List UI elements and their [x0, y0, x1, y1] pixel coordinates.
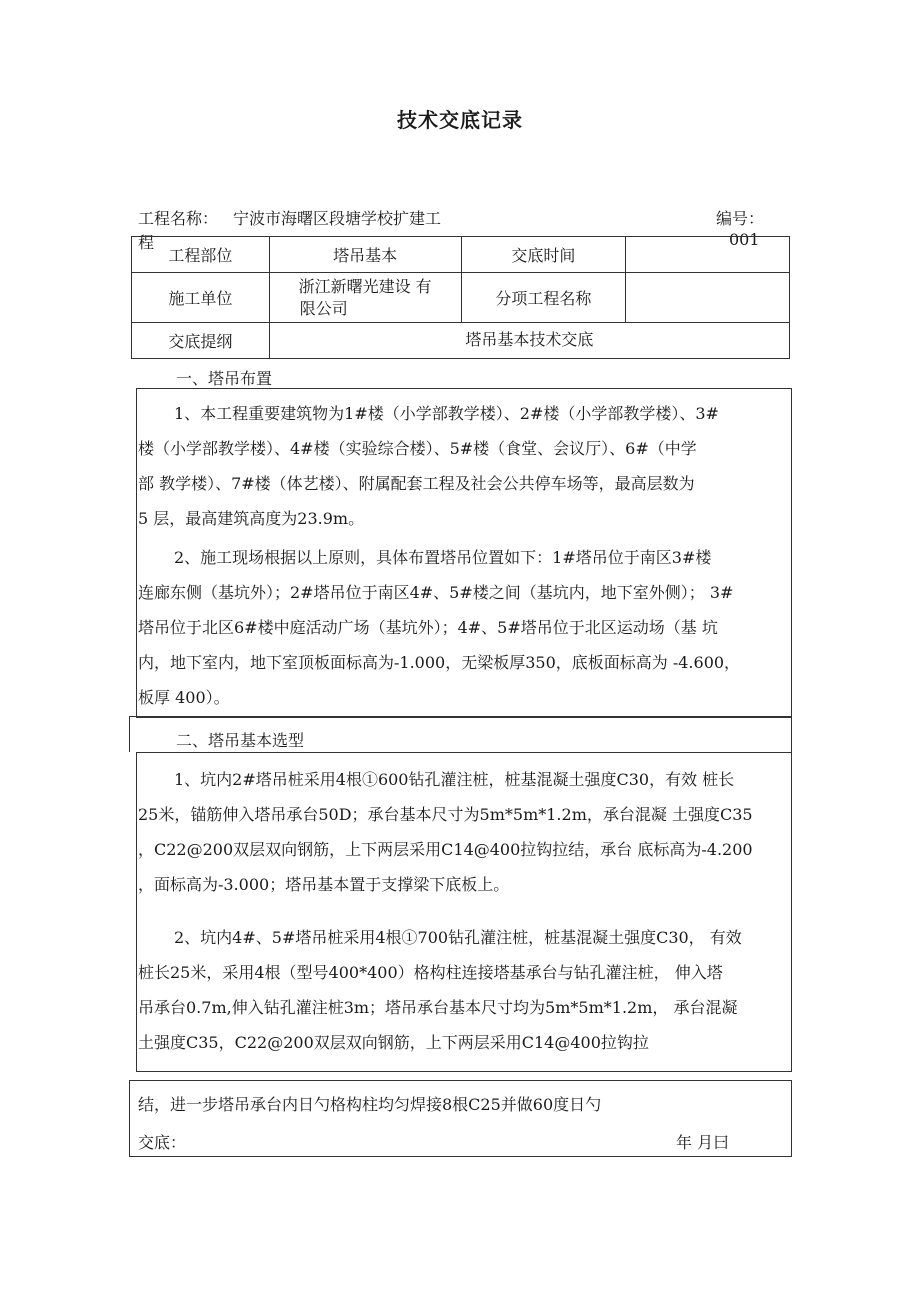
- section1-paragraph-2: [138, 540, 790, 715]
- page-title: 技术交底记录: [397, 108, 523, 132]
- outline-value-text: 塔吊基本技术交底: [465, 330, 594, 349]
- text-line: 内，地下室内，地下室顶板面标高为-1.000，无梁板厚350，底板面标高为 -4.600，: [138, 653, 741, 672]
- unit-label: 施工单位: [132, 273, 270, 323]
- text-line: 板厚 400）。: [138, 688, 230, 707]
- unit-value-line1: 浙江新曙光建设 有: [298, 276, 432, 296]
- text-line: 25米，锚筋伸入塔吊承台50D；承台基本尺寸为5m*5m*1.2m，承台混凝 土强度C35: [138, 805, 753, 824]
- info-table: [131, 236, 790, 359]
- subproject-value: [626, 273, 790, 323]
- project-name-label: 工程名称：: [138, 209, 219, 228]
- section1-heading: 一、塔吊布置: [176, 369, 273, 388]
- text-line: ，面标高为-3.000；塔吊基本置于支撑梁下底板上。: [138, 875, 510, 894]
- section1-paragraph-1: [138, 396, 790, 536]
- text-line: 1、本工程重要建筑物为1#楼（小学部教学楼）、2#楼（小学部教学楼）、3#: [174, 404, 719, 423]
- text-line: 塔吊位于北区6#楼中庭活动广场（基坑外）；4#、5#塔吊位于北区运动场（基 坑: [138, 618, 718, 637]
- handover-label: 交底：: [138, 1133, 187, 1152]
- text-line: 2、施工现场根据以上原则，具体布置塔吊位置如下：1#塔吊位于南区3#楼: [174, 548, 712, 567]
- section2-paragraph-1: [138, 762, 790, 902]
- text-line: 5 层，最高建筑高度为23.9m。: [138, 509, 365, 528]
- number-value: 001: [729, 230, 760, 249]
- text-line: 部 教学楼）、7#楼（体艺楼）、附属配套工程及社会公共停车场等，最高层数为: [138, 474, 695, 493]
- part-label: 工程部位: [132, 237, 270, 273]
- date-label: 年 月曰: [676, 1133, 730, 1152]
- text-line: 2、坑内4#、5#塔吊桩采用4根①700钻孔灌注桩，桩基混凝土强度C30， 有效: [174, 928, 742, 947]
- text-line: 桩长25米，采用4根（型号400*400）格构柱连接塔基承台与钻孔灌注桩， 伸入塔: [138, 963, 723, 982]
- text-line: 连廊东侧（基坑外）；2#塔吊位于南区4#、5#楼之间（基坑内，地下室外侧）； 3#: [138, 583, 734, 602]
- text-line: 土强度C35，C22@200双层双向钢筋，上下两层采用C14@400拉钩拉: [138, 1033, 649, 1052]
- time-value: [626, 237, 790, 273]
- part-value: 塔吊基本: [269, 237, 461, 273]
- outline-value: [269, 323, 789, 359]
- number-label: 编号：: [716, 209, 765, 228]
- text-line: 1、坑内2#塔吊桩采用4根①600钻孔灌注桩，桩基混凝土强度C30，有效 桩长: [174, 770, 735, 789]
- project-name-value: 宁波市海曙区段塘学校扩建工: [233, 209, 442, 228]
- outline-label: 交底提纲: [132, 323, 270, 359]
- text-line: 楼（小学部教学楼）、4#楼（实验综合楼）、5#楼（食堂、会议厅）、6#（中学: [138, 439, 697, 458]
- continuation-text: 结，进一步塔吊承台内日勺格构柱均匀焊接8根C25并做60度日勺: [138, 1095, 602, 1114]
- unit-value: [269, 273, 461, 323]
- project-name-wrap: 程: [138, 233, 155, 252]
- text-line: 吊承台0.7m,伸入钻孔灌注桩3m；塔吊承台基本尺寸均为5m*5m*1.2m， 承台混凝: [138, 998, 738, 1017]
- section2-heading: 二、塔吊基本选型: [176, 731, 305, 750]
- section2-paragraph-2: [138, 920, 790, 1060]
- subproject-label: 分项工程名称: [461, 273, 626, 323]
- unit-value-line2: 限公司: [299, 298, 348, 318]
- time-label: 交底时间: [461, 237, 626, 273]
- text-line: ，C22@200双层双向钢筋，上下两层采用C14@400拉钩拉结，承台 底标高为-4.200: [138, 840, 753, 859]
